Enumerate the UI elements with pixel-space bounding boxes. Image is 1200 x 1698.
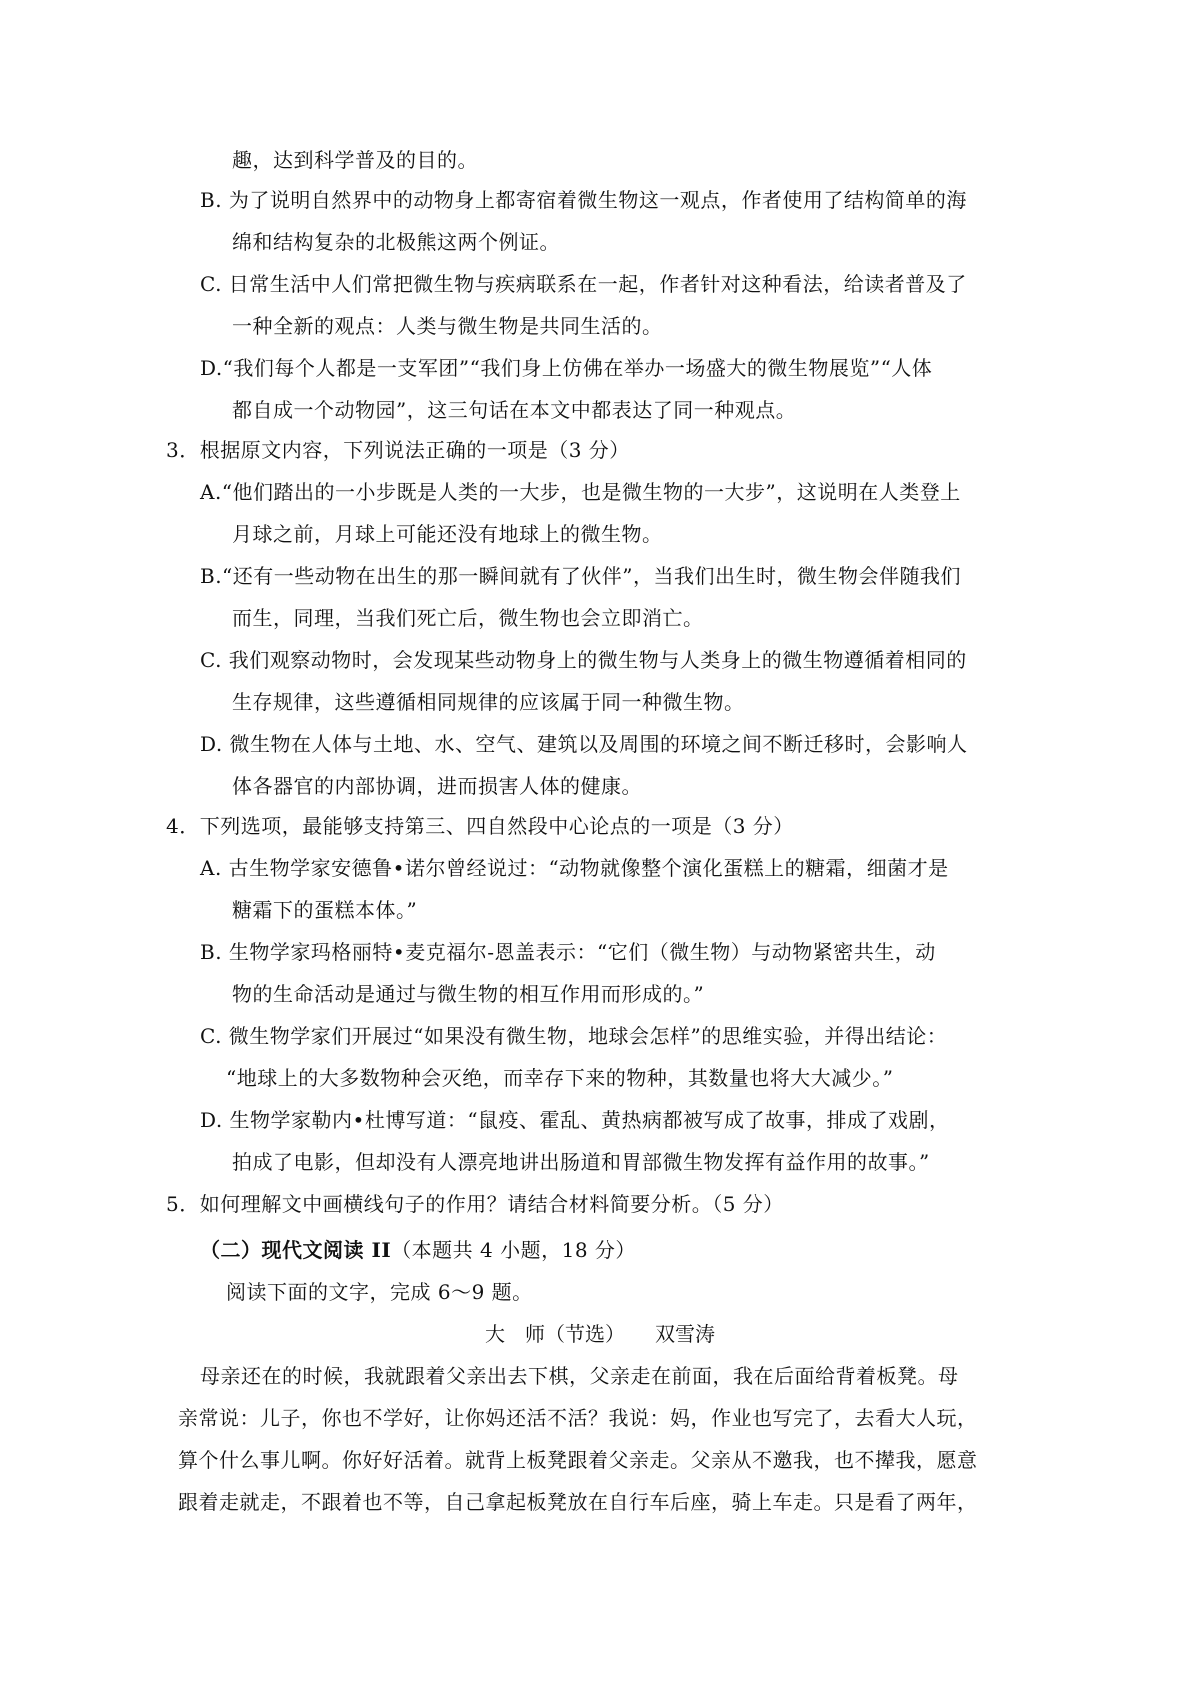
q2-option-c: C. 日常生活中人们常把微生物与疾病联系在一起，作者针对这种看法，给读者普及了	[200, 272, 967, 296]
paragraph-line: 算个什么事儿啊。你好好活着。就背上板凳跟着父亲走。父亲从不邀我，也不撵我，愿意	[178, 1448, 978, 1472]
q4-option-d: D. 生物学家勒内•杜博写道：“鼠疫、霍乱、黄热病都被写成了故事，排成了戏剧，	[200, 1108, 950, 1132]
q4-option-a-continuation: 糖霜下的蛋糕本体。”	[232, 898, 418, 922]
q4-option-c-continuation: “地球上的大多数物种会灭绝，而幸存下来的物种，其数量也将大大减少。”	[226, 1066, 894, 1090]
paragraph-line: 跟着走就走，不跟着也不等，自己拿起板凳放在自行车后座，骑上车走。只是看了两年，	[178, 1490, 978, 1514]
paragraph-line: 母亲还在的时候，我就跟着父亲出去下棋，父亲走在前面，我在后面给背着板凳。母	[200, 1364, 959, 1388]
q2-option-b: B. 为了说明自然界中的动物身上都寄宿着微生物这一观点，作者使用了结构简单的海	[200, 188, 967, 212]
paragraph-line: 亲常说：儿子，你也不学好，让你妈还活不活？我说：妈，作业也写完了，去看大人玩，	[178, 1406, 978, 1430]
q2-option-d: D.“我们每个人都是一支军团”“我们身上仿佛在举办一场盛大的微生物展览”“人体	[200, 356, 933, 380]
section-heading	[200, 1236, 636, 1264]
q3-option-a-continuation: 月球之前，月球上可能还没有地球上的微生物。	[232, 522, 663, 546]
q4-option-b: B. 生物学家玛格丽特•麦克福尔-恩盖表示：“它们（微生物）与动物紧密共生，动	[200, 940, 936, 964]
q2-option-b-continuation: 绵和结构复杂的北极熊这两个例证。	[232, 230, 560, 254]
q2-option-c-continuation: 一种全新的观点：人类与微生物是共同生活的。	[232, 314, 663, 338]
question-5-stem: 5．如何理解文中画横线句子的作用？请结合材料简要分析。（5 分）	[166, 1192, 784, 1216]
q3-option-d: D. 微生物在人体与土地、水、空气、建筑以及周围的环境之间不断迁移时，会影响人	[200, 732, 968, 756]
section-instruction: 阅读下面的文字，完成 6～9 题。	[226, 1280, 533, 1304]
q2-option-d-continuation: 都自成一个动物园”，这三句话在本文中都表达了同一种观点。	[232, 398, 797, 422]
question-3-stem: 3．根据原文内容，下列说法正确的一项是（3 分）	[166, 438, 630, 462]
option-a-continuation: 趣，达到科学普及的目的。	[232, 148, 478, 172]
question-4-stem: 4．下列选项，最能够支持第三、四自然段中心论点的一项是（3 分）	[166, 814, 794, 838]
section-heading-title: （二）现代文阅读 II	[200, 1238, 392, 1262]
q3-option-c: C. 我们观察动物时，会发现某些动物身上的微生物与人类身上的微生物遵循着相同的	[200, 648, 967, 672]
article-title: 大 师（节选） 双雪涛	[485, 1322, 715, 1346]
q3-option-b: B.“还有一些动物在出生的那一瞬间就有了伙伴”，当我们出生时，微生物会伴随我们	[200, 564, 962, 588]
q3-option-a: A.“他们踏出的一小步既是人类的一大步，也是微生物的一大步”，这说明在人类登上	[200, 480, 961, 504]
q3-option-b-continuation: 而生，同理，当我们死亡后，微生物也会立即消亡。	[232, 606, 704, 630]
q4-option-a: A. 古生物学家安德鲁•诺尔曾经说过：“动物就像整个演化蛋糕上的糖霜，细菌才是	[200, 856, 949, 880]
q4-option-b-continuation: 物的生命活动是通过与微生物的相互作用而形成的。”	[232, 982, 705, 1006]
q4-option-d-continuation: 拍成了电影，但却没有人漂亮地讲出肠道和胃部微生物发挥有益作用的故事。”	[232, 1150, 930, 1174]
q4-option-c: C. 微生物学家们开展过“如果没有微生物，地球会怎样”的思维实验，并得出结论：	[200, 1024, 948, 1048]
q3-option-d-continuation: 体各器官的内部协调，进而损害人体的健康。	[232, 774, 642, 798]
q3-option-c-continuation: 生存规律，这些遵循相同规律的应该属于同一种微生物。	[232, 690, 745, 714]
section-heading-note: （本题共 4 小题，18 分）	[391, 1238, 636, 1262]
